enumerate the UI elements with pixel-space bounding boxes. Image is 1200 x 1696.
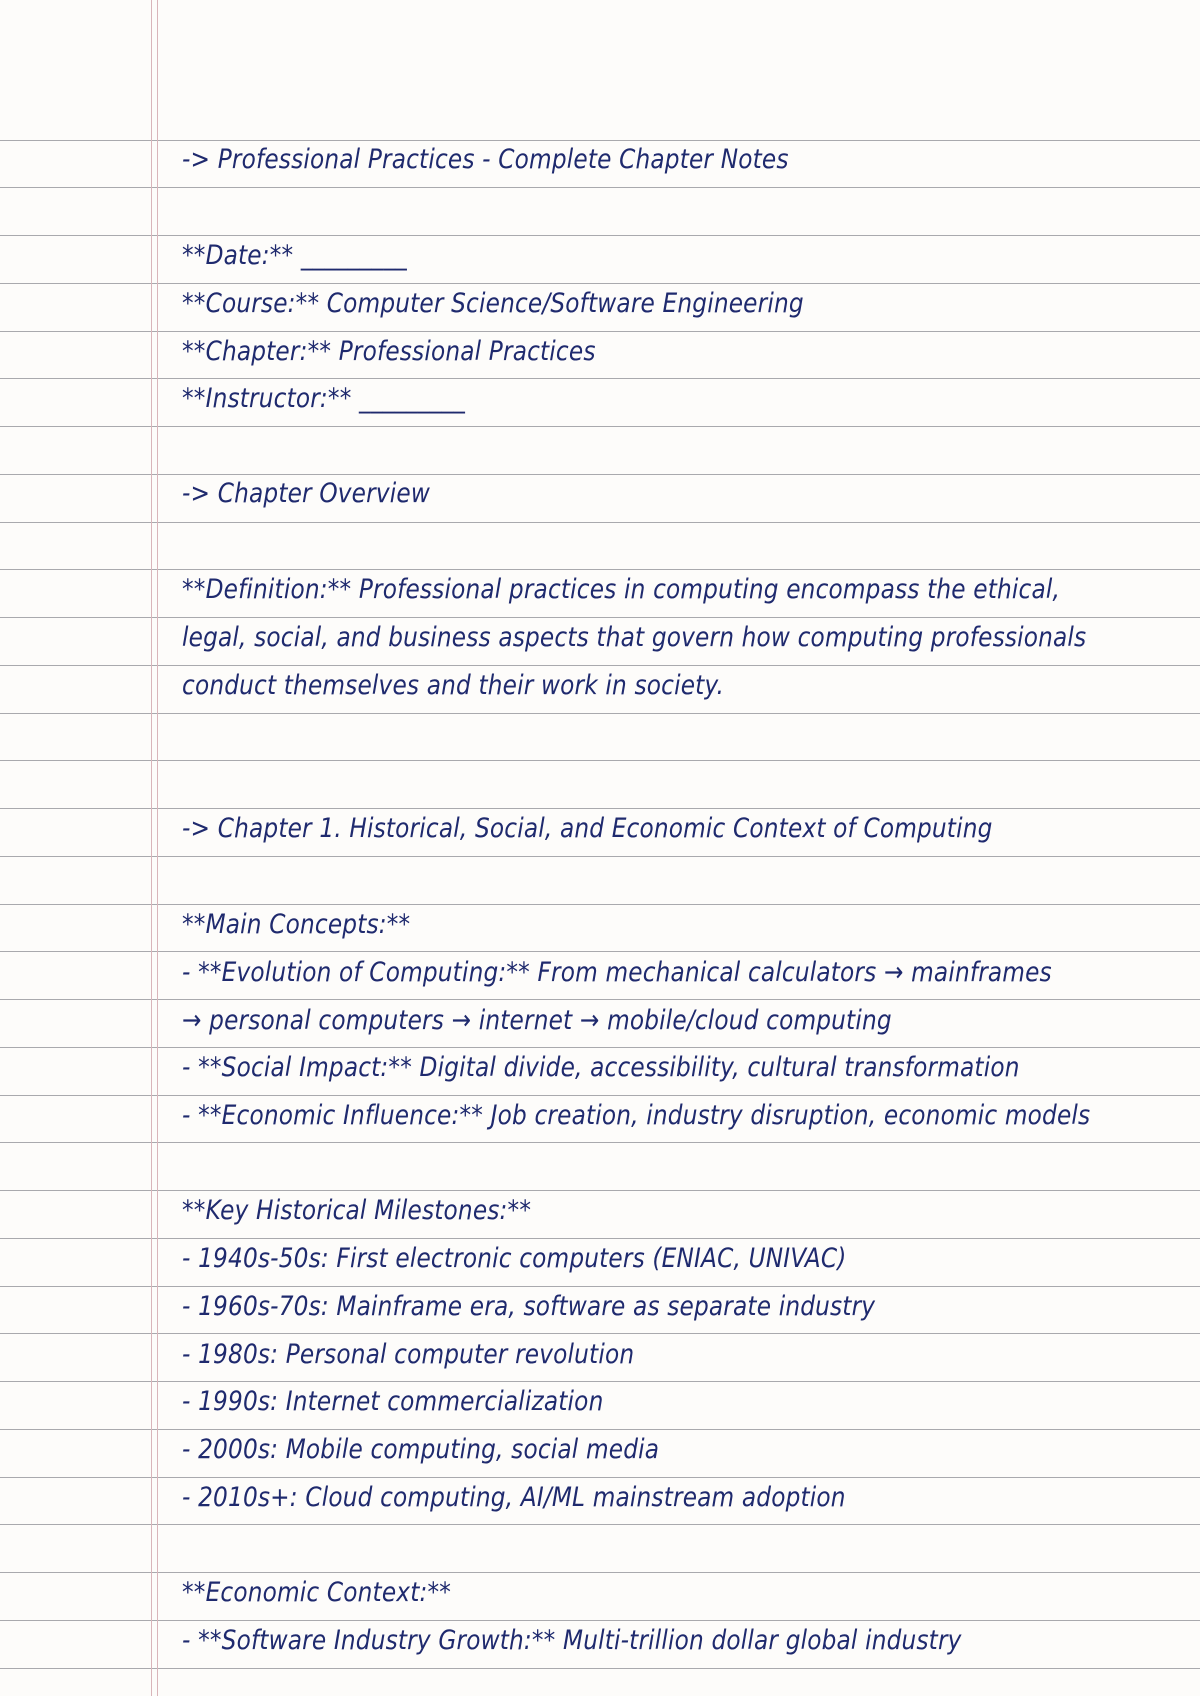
definition-line: **Definition:** Professional practices in computing encompass the ethical, <box>182 574 1061 605</box>
ruled-line <box>0 1142 1200 1143</box>
milestone-item: - 2000s: Mobile computing, social media <box>182 1434 660 1465</box>
ruled-line <box>0 713 1200 714</box>
economic-heading: **Economic Context:** <box>182 1577 452 1608</box>
margin-line <box>151 0 152 1696</box>
definition-line: legal, social, and business aspects that govern how computing professionals <box>182 622 1087 653</box>
course-field: **Course:** Computer Science/Software Engineering <box>182 288 804 319</box>
milestone-item: - 1960s-70s: Mainframe era, software as separate industry <box>182 1291 876 1322</box>
milestone-item: - 1980s: Personal computer revolution <box>182 1339 635 1370</box>
instructor-field: **Instructor:** _________ <box>182 383 466 414</box>
ruled-line <box>0 187 1200 188</box>
concept-line: - **Evolution of Computing:** From mechanical calculators → mainframes <box>182 957 1052 988</box>
ruled-line <box>0 426 1200 427</box>
concept-line: - **Social Impact:** Digital divide, accessibility, cultural transformation <box>182 1052 1020 1083</box>
concept-line: → personal computers → internet → mobile/cloud computing <box>182 1005 892 1036</box>
milestones-heading: **Key Historical Milestones:** <box>182 1195 532 1226</box>
milestone-item: - 2010s+: Cloud computing, AI/ML mainstream adoption <box>182 1482 846 1513</box>
milestone-item: - 1940s-50s: First electronic computers (ENIAC, UNIVAC) <box>182 1243 847 1274</box>
ruled-line <box>0 1668 1200 1669</box>
chapter-field: **Chapter:** Professional Practices <box>182 336 596 367</box>
ruled-line <box>0 522 1200 523</box>
page-title: -> Professional Practices - Complete Chapter Notes <box>182 144 789 175</box>
ruled-line <box>0 1524 1200 1525</box>
economic-item: - **Software Industry Growth:** Multi-trillion dollar global industry <box>182 1625 962 1656</box>
margin-line <box>157 0 158 1696</box>
concept-line: - **Economic Influence:** Job creation, industry disruption, economic models <box>182 1100 1091 1131</box>
main-concepts-heading: **Main Concepts:** <box>182 909 411 940</box>
chapter1-heading: -> Chapter 1. Historical, Social, and Economic Context of Computing <box>182 813 993 844</box>
milestone-item: - 1990s: Internet commercialization <box>182 1386 604 1417</box>
ruled-line <box>0 760 1200 761</box>
overview-heading: -> Chapter Overview <box>182 478 431 509</box>
date-field: **Date:** _________ <box>182 240 407 271</box>
definition-line: conduct themselves and their work in society. <box>182 670 725 701</box>
ruled-line <box>0 856 1200 857</box>
